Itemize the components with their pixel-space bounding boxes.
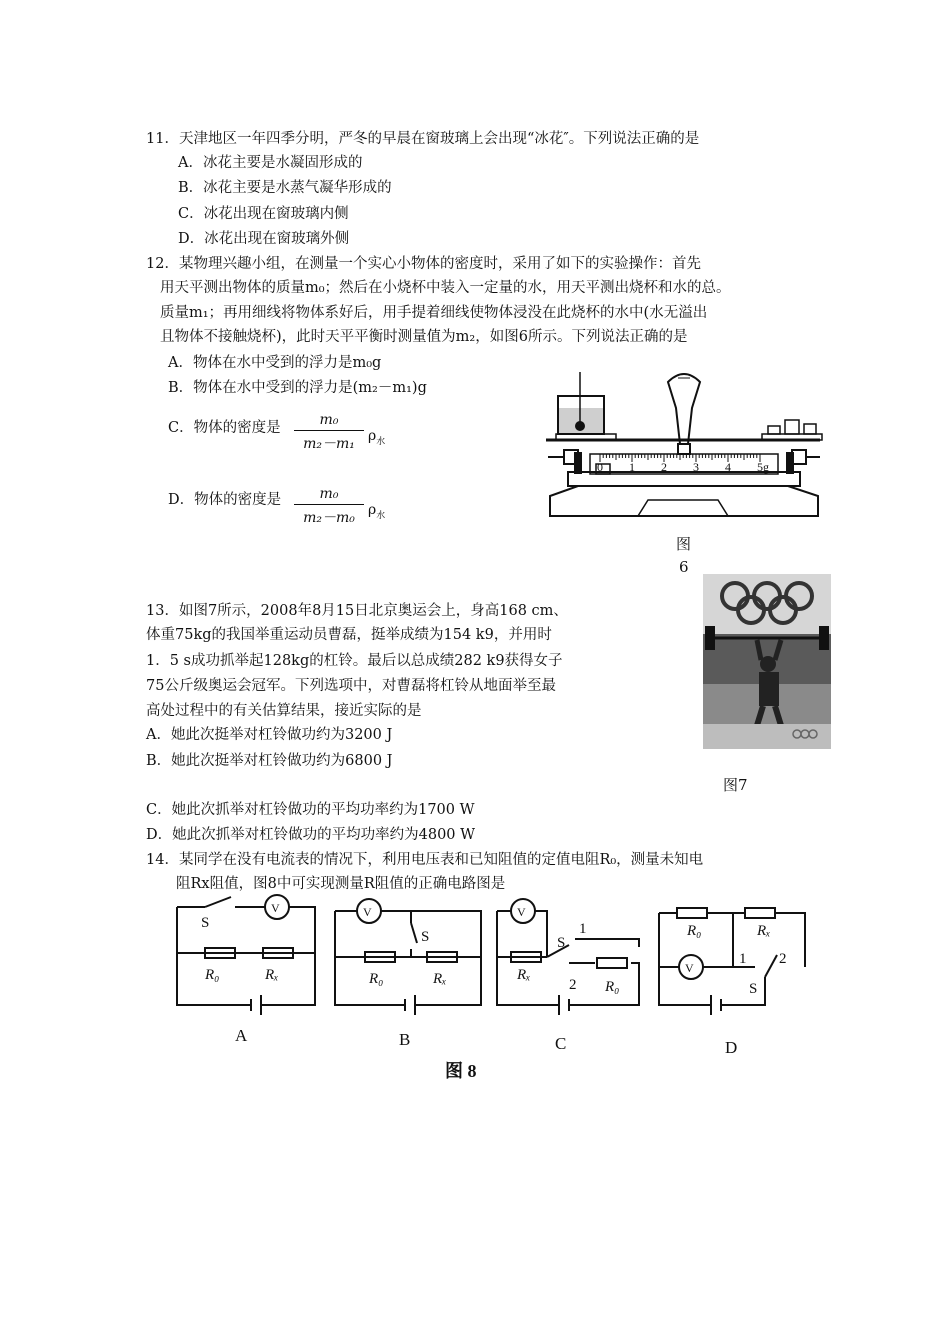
q12-option-c-rho: $\rho_水$ xyxy=(368,428,386,447)
circuit-b-switch-label: S xyxy=(421,929,430,945)
figure-6-caption-1: 图 xyxy=(676,535,692,553)
circuit-d-r0-label: R₀ xyxy=(687,923,702,939)
circuit-c-rx-label: Rₓ xyxy=(517,967,531,983)
q11-option-b[interactable]: B．冰花主要是水蒸气凝华形成的 xyxy=(178,180,392,196)
circuit-d-rx-label: Rₓ xyxy=(757,923,771,939)
circuit-d-terminal-2: 2 xyxy=(779,951,787,967)
q11-option-c[interactable]: C．冰花出现在窗玻璃内侧 xyxy=(178,206,349,222)
circuit-a xyxy=(177,895,315,1015)
scale-label: 4 xyxy=(725,460,731,474)
circuit-a-voltmeter-label: V xyxy=(271,901,280,915)
q13-option-d[interactable]: D．她此次抓举对杠铃做功的平均功率约为4800 W xyxy=(146,827,476,843)
circuit-d-switch-label: S xyxy=(749,981,758,997)
q12-option-a[interactable]: A．物体在水中受到的浮力是m₀g xyxy=(168,355,382,371)
scale-label: 2 xyxy=(661,460,667,474)
circuit-d-voltmeter-label: V xyxy=(685,961,694,975)
q12-option-c[interactable]: C．物体的密度是 xyxy=(168,420,281,436)
q11-option-a[interactable]: A．冰花主要是水凝固形成的 xyxy=(178,155,363,171)
q12-option-d[interactable]: D．物体的密度是 xyxy=(168,492,282,508)
circuit-a-switch-label: S xyxy=(201,915,210,931)
scale-label: 5g xyxy=(757,460,769,474)
scale-label: 1 xyxy=(629,460,635,474)
q12-option-c-denominator: m₂－m₁ xyxy=(303,436,355,452)
circuit-c-r0-label: R₀ xyxy=(605,979,620,995)
q12-option-d-rho: $\rho_水$ xyxy=(368,502,386,521)
circuit-c-switch-label: S xyxy=(557,935,566,951)
q13-stem-line3: 1．5 s成功抓举起128kg的杠铃。最后以总成绩282 k9获得女子 xyxy=(146,653,563,669)
scale-label: 3 xyxy=(693,460,699,474)
figure-8-caption: 图 8 xyxy=(445,1061,477,1081)
q12-stem-line1: 12．某物理兴趣小组，在测量一个实心小物体的密度时，采用了如下的实验操作：首先 xyxy=(146,256,701,272)
circuit-b-voltmeter-label: V xyxy=(363,905,372,919)
q12-stem-line3: 质量m₁；再用细线将物体系好后，用手提着细线使物体浸没在此烧杯的水中(水无溢出 xyxy=(160,305,708,321)
q12-stem-line4: 且物体不接触烧杯)，此时天平平衡时测量值为m₂，如图6所示。下列说法正确的是 xyxy=(160,329,688,345)
q13-stem-line5: 高处过程中的有关估算结果，接近实际的是 xyxy=(146,703,422,719)
circuit-b-label: B xyxy=(399,1030,411,1049)
q13-option-b[interactable]: B．她此次挺举对杠铃做功约为6800 J xyxy=(146,753,393,769)
circuit-a-r0-label: R₀ xyxy=(205,967,220,983)
circuit-c-terminal-2: 2 xyxy=(569,977,577,993)
circuit-a-rx-label: Rₓ xyxy=(265,967,279,983)
q13-option-c[interactable]: C．她此次抓举对杠铃做功的平均功率约为1700 W xyxy=(146,802,475,818)
q13-stem-line1: 13．如图7所示，2008年8月15日北京奥运会上，身高168 cm、 xyxy=(146,603,568,619)
q12-option-c-fraction xyxy=(294,412,364,453)
q13-stem-line4: 75公斤级奥运会冠军。下列选项中，对曹磊将杠铃从地面举至最 xyxy=(146,678,556,694)
circuit-b-r0-label: R₀ xyxy=(369,971,384,987)
circuit-c-voltmeter-label: V xyxy=(517,905,526,919)
scale-label: 0 xyxy=(597,460,603,474)
circuit-figure xyxy=(165,893,825,1083)
circuit-a-label: A xyxy=(235,1026,248,1045)
q12-option-d-numerator: m₀ xyxy=(319,486,339,502)
q12-option-d-fraction xyxy=(294,486,364,527)
q12-option-d-denominator: m₂－m₀ xyxy=(303,510,355,526)
figure-7-caption: 图7 xyxy=(723,776,748,794)
q14-stem-line2: 阻Rx阻值，图8中可实现测量R阻值的正确电路图是 xyxy=(176,876,506,892)
circuit-c-label: C xyxy=(555,1034,567,1053)
q11-option-d[interactable]: D．冰花出现在窗玻璃外侧 xyxy=(178,231,350,247)
circuit-d-label: D xyxy=(725,1038,738,1057)
q12-stem-line2: 用天平测出物体的质量m₀；然后在小烧杯中装入一定量的水，用天平测出烧杯和水的总。 xyxy=(160,280,731,296)
q12-option-c-numerator: m₀ xyxy=(319,412,339,428)
balance-figure xyxy=(538,368,830,520)
weightlifter-photo xyxy=(703,574,831,749)
circuit-d-terminal-1: 1 xyxy=(739,951,747,967)
q11-stem: 11．天津地区一年四季分明，严冬的早晨在窗玻璃上会出现“冰花″。下列说法正确的是 xyxy=(146,131,700,147)
circuit-b xyxy=(335,899,481,1015)
q13-stem-line2: 体重75kg的我国举重运动员曹磊，挺举成绩为154 k9，并用时 xyxy=(146,627,552,643)
q14-stem-line1: 14．某同学在没有电流表的情况下，利用电压表和已知阻值的定值电阻R₀，测量未知电 xyxy=(146,852,704,868)
circuit-b-rx-label: Rₓ xyxy=(433,971,447,987)
circuit-c-terminal-1: 1 xyxy=(579,921,587,937)
q13-option-a[interactable]: A．她此次挺举对杠铃做功约为3200 J xyxy=(146,727,393,743)
figure-6-caption-2: 6 xyxy=(679,558,689,576)
q12-option-b[interactable]: B．物体在水中受到的浮力是(m₂－m₁)g xyxy=(168,380,427,396)
